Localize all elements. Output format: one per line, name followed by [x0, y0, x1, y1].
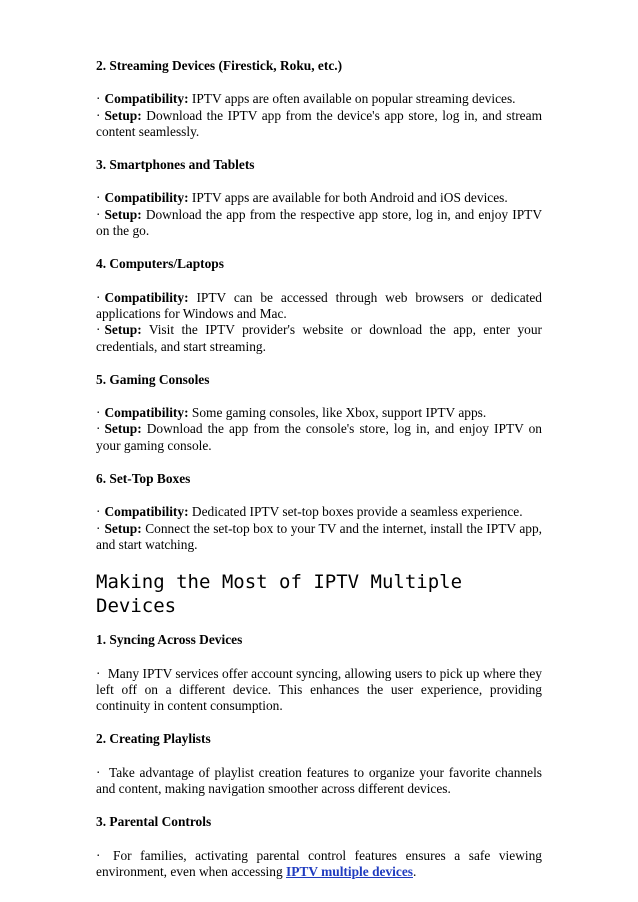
device-section: [96, 256, 542, 354]
bullet: ·: [96, 190, 101, 206]
device-section: [96, 372, 542, 454]
bullet: ·: [96, 322, 101, 338]
device-heading: 4. Computers/Laptops: [96, 256, 224, 272]
device-details: [96, 290, 542, 355]
device-details: [96, 91, 542, 140]
compatibility-text: Some gaming consoles, like Xbox, support IPTV apps.: [188, 405, 487, 421]
bullet: ·: [96, 665, 101, 681]
bullet: ·: [96, 504, 101, 520]
setup-line: [96, 421, 542, 454]
compatibility-line: [96, 190, 542, 206]
setup-label: Setup:: [104, 520, 142, 536]
tip-text: [96, 666, 542, 715]
compatibility-line: [96, 91, 542, 107]
iptv-multiple-devices-link[interactable]: IPTV multiple devices: [286, 863, 413, 879]
tip-heading: 2. Creating Playlists: [96, 731, 211, 747]
tip-section: [96, 814, 542, 880]
bullet: ·: [96, 764, 101, 780]
tip-body: For families, activating parental control features ensures a safe viewing environment, even when accessing: [96, 847, 542, 879]
compatibility-label: Compatibility:: [104, 190, 189, 206]
device-heading: 2. Streaming Devices (Firestick, Roku, etc.): [96, 58, 343, 73]
device-details: [96, 405, 542, 454]
tip-section: [96, 632, 542, 714]
setup-label: Setup:: [104, 206, 142, 222]
bullet: ·: [96, 847, 101, 863]
bullet: ·: [96, 206, 101, 222]
bullet: ·: [96, 91, 101, 107]
device-heading: 3. Smartphones and Tablets: [96, 157, 255, 173]
compatibility-label: Compatibility:: [104, 289, 189, 305]
setup-text: Download the IPTV app from the device's app store, log in, and stream content seamlessly.: [96, 107, 542, 139]
tip-heading: 3. Parental Controls: [96, 814, 212, 830]
setup-label: Setup:: [104, 107, 142, 123]
tip-text: [96, 765, 542, 798]
tip-body: Take advantage of playlist creation features to organize your favorite channels and content, making navigation smoother across different devices.: [96, 764, 542, 797]
device-section: [96, 58, 542, 140]
bullet: ·: [96, 421, 101, 437]
setup-text: Connect the set-top box to your TV and the internet, install the IPTV app, and start watching.: [96, 520, 542, 552]
setup-line: [96, 521, 542, 554]
setup-line: [96, 108, 542, 141]
compatibility-text: IPTV apps are available for both Android and iOS devices.: [188, 190, 508, 206]
bullet: ·: [96, 107, 101, 123]
setup-line: [96, 207, 542, 240]
tip-text: [96, 848, 542, 881]
device-details: [96, 504, 542, 553]
compatibility-text: IPTV can be accessed through web browsers or dedicated applications for Windows and Mac.: [96, 289, 542, 321]
compatibility-label: Compatibility:: [104, 405, 189, 421]
document-page: [96, 58, 542, 897]
tip-section: [96, 731, 542, 797]
setup-text: Download the app from the respective app store, log in, and enjoy IPTV on the go.: [96, 206, 542, 239]
tip-heading: 1. Syncing Across Devices: [96, 632, 243, 648]
compatibility-text: IPTV apps are often available on popular streaming devices.: [188, 91, 516, 107]
bullet: ·: [96, 289, 101, 305]
device-heading: 5. Gaming Consoles: [96, 371, 210, 387]
device-details: [96, 190, 542, 239]
device-section: [96, 157, 542, 239]
setup-label: Setup:: [104, 421, 142, 437]
setup-label: Setup:: [104, 322, 142, 338]
period: .: [412, 863, 417, 879]
tip-body: Many IPTV services offer account syncing, allowing users to pick up where they left off on a different device. This enhances the user experience, providing continuity in content consumption.: [96, 665, 542, 714]
compatibility-text: Dedicated IPTV set-top boxes provide a seamless experience.: [188, 504, 523, 520]
compatibility-label: Compatibility:: [104, 91, 189, 107]
compatibility-line: [96, 504, 542, 520]
device-section: [96, 471, 542, 553]
section-heading: Making the Most of IPTV Multiple Devices: [96, 571, 463, 618]
compatibility-label: Compatibility:: [104, 504, 189, 520]
setup-line: [96, 322, 542, 355]
setup-text: Visit the IPTV provider's website or download the app, enter your credentials, and start streaming.: [96, 322, 542, 354]
bullet: ·: [96, 405, 101, 421]
device-heading: 6. Set-Top Boxes: [96, 471, 191, 487]
setup-text: Download the app from the console's store, log in, and enjoy IPTV on your gaming console.: [96, 421, 542, 453]
compatibility-line: [96, 405, 542, 421]
bullet: ·: [96, 520, 101, 536]
compatibility-line: [96, 290, 542, 323]
